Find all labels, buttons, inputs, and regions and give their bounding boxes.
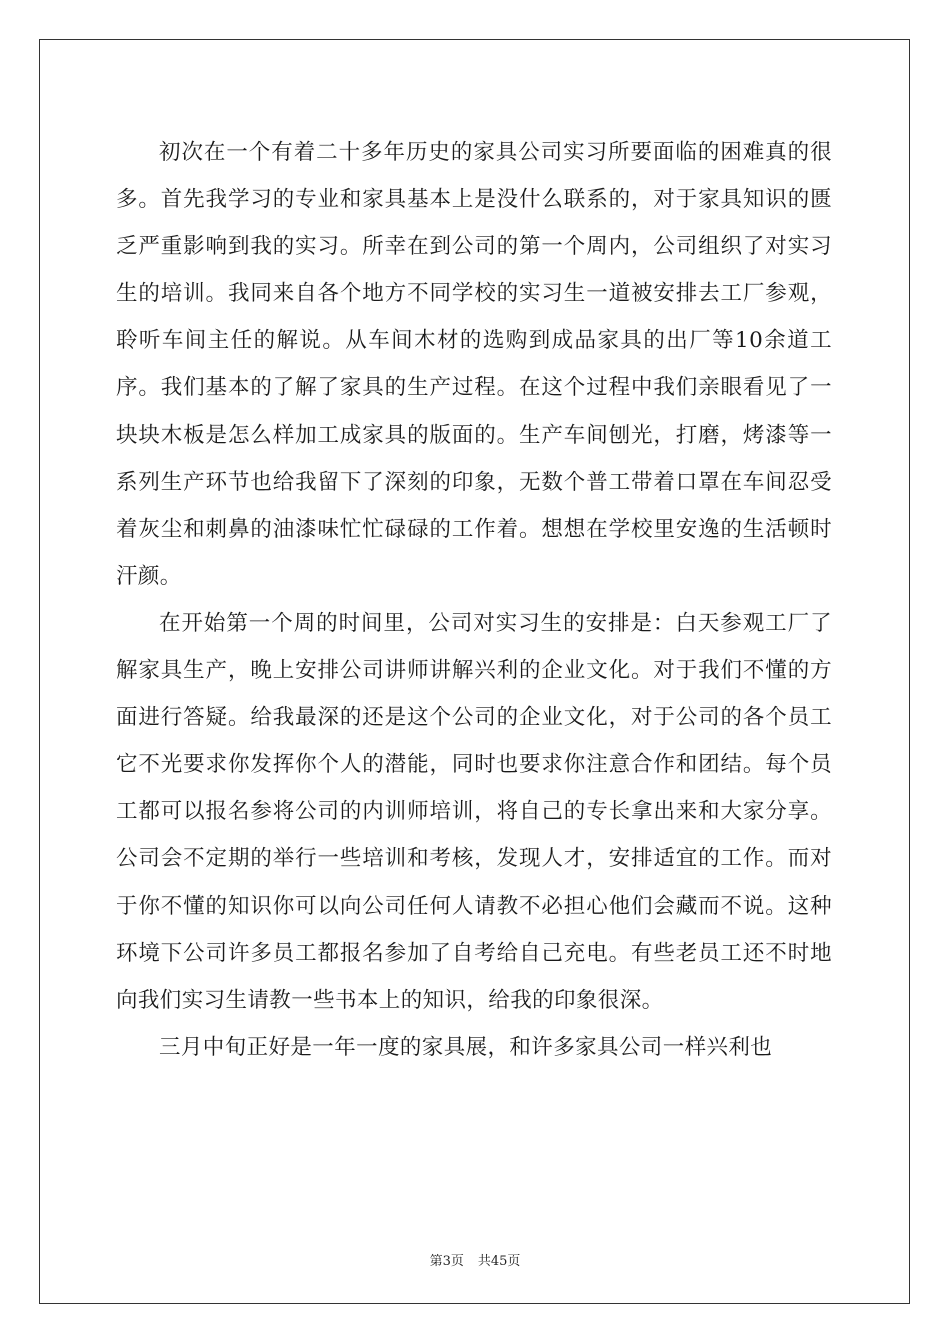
- paragraph-2: 在开始第一个周的时间里，公司对实习生的安排是：白天参观工厂了解家具生产，晚上安排公司讲师讲解兴利的企业文化。对于我们不懂的方面进行答疑。给我最深的还是这个公司的企业文化，对于公司的各个员工它不光要求你发挥你个人的潜能，同时也要求你注意合作和团结。每个员工都可以报名参将公司的内训师培训，将自己的专长拿出来和大家分享。公司会不定期的举行一些培训和考核，发现人才，安排适宜的工作。而对于你不懂的知识你可以向公司任何人请教不必担心他们会藏而不说。这种环境下公司许多员工都报名参加了自考给自己充电。有些老员工还不时地向我们实习生请教一些书本上的知识，给我的印象很深。: [116, 610, 832, 1013]
- document-body: [116, 129, 832, 1071]
- paragraph-1: 初次在一个有着二十多年历史的家具公司实习所要面临的困难真的很多。首先我学习的专业和家具基本上是没什么联系的，对于家具知识的匮乏严重影响到我的实习。所幸在到公司的第一个周内，公司组织了对实习生的培训。我同来自各个地方不同学校的实习生一道被安排去工厂参观，聆听车间主任的解说。从车间木材的选购到成品家具的出厂等10余道工序。我们基本的了解了家具的生产过程。在这个过程中我们亲眼看见了一块块木板是怎么样加工成家具的版面的。生产车间刨光，打磨，烤漆等一系列生产环节也给我留下了深刻的印象，无数个普工带着口罩在车间忍受着灰尘和刺鼻的油漆味忙忙碌碌的工作着。想想在学校里安逸的生活顿时汗颜。: [116, 140, 832, 589]
- page-total: 共45页: [477, 1254, 521, 1269]
- page-footer: [0, 1250, 950, 1269]
- paragraph-3: 三月中旬正好是一年一度的家具展，和许多家具公司一样兴利也: [159, 1034, 773, 1060]
- page-number: 第3页: [429, 1254, 464, 1269]
